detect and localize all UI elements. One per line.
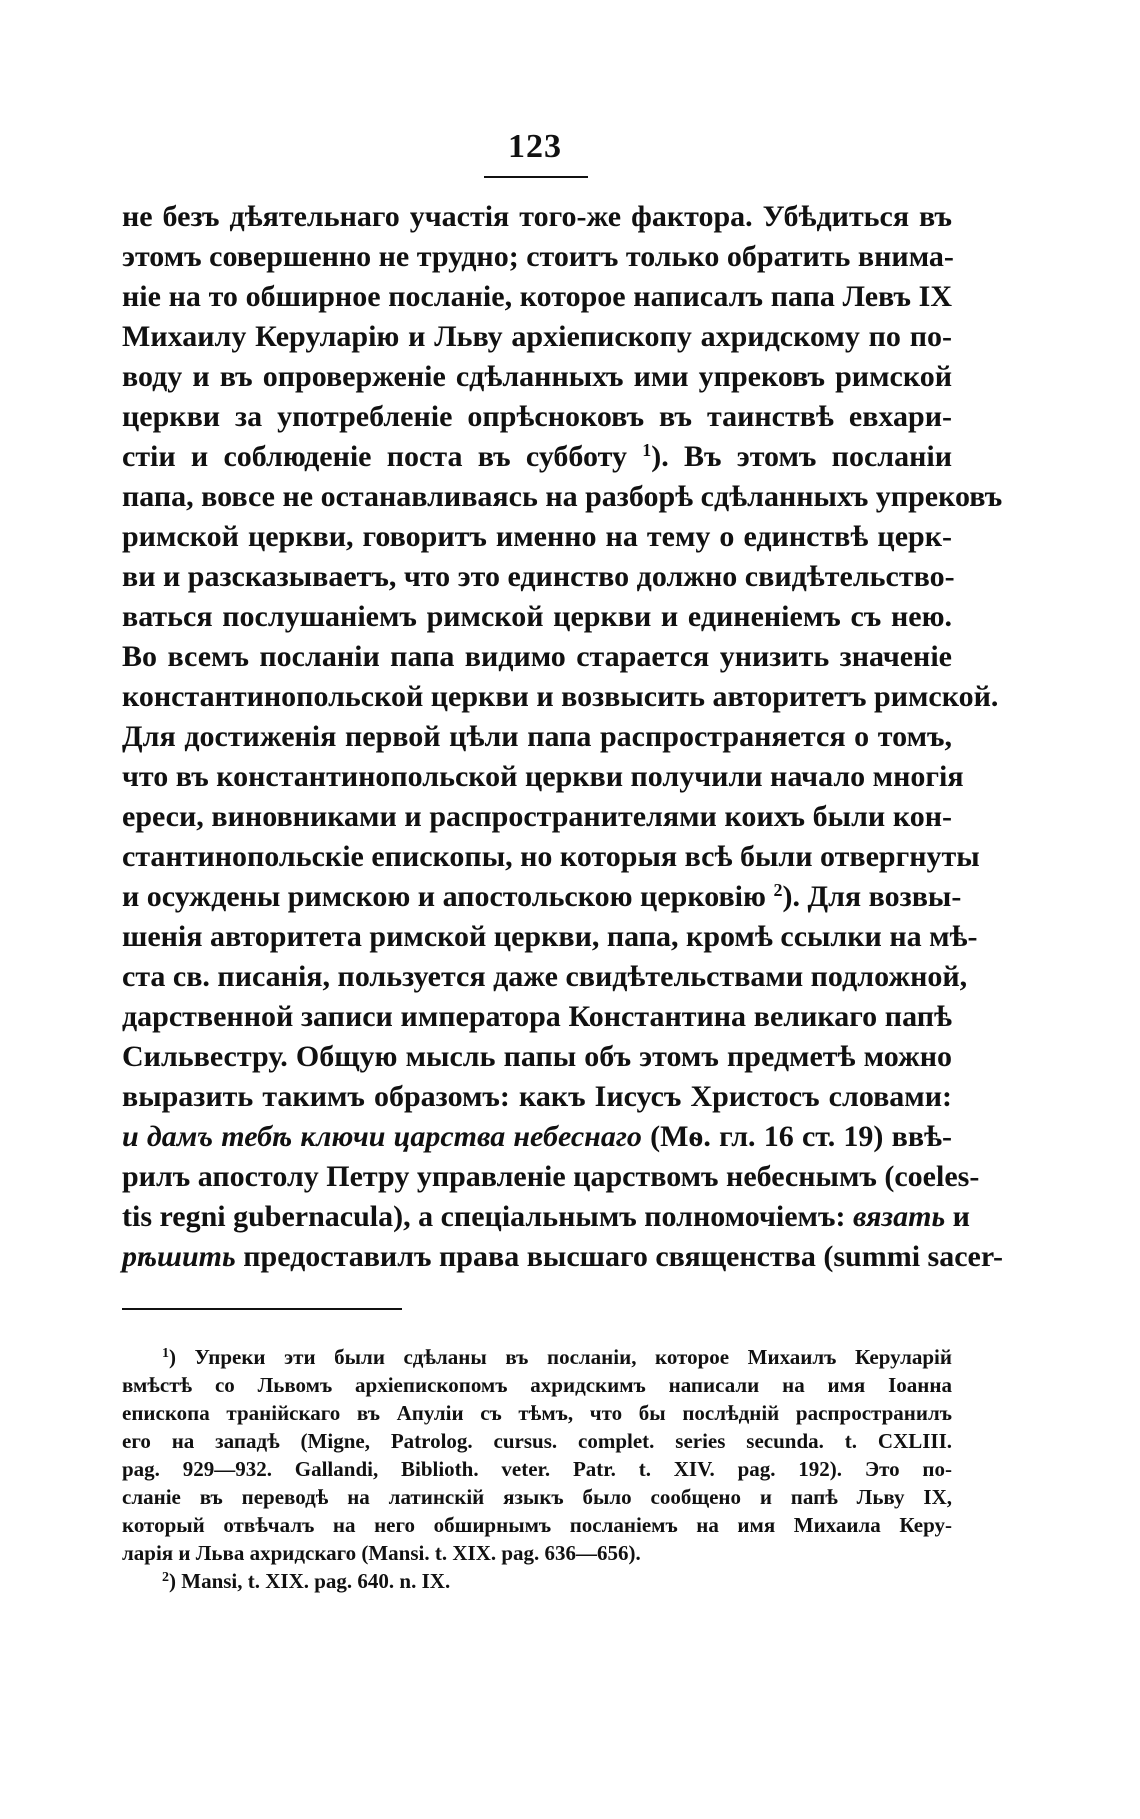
text-line: церкви за употребленіе опрѣсноковъ въ таинствѣ евхари-: [122, 400, 952, 433]
text-line: [122, 437, 952, 477]
footnote-ref-1: 1: [642, 440, 652, 460]
text-segment: ). Для возвы-: [782, 880, 962, 913]
text-segment: (Мѳ. гл. 16 ст. 19) ввѣ-: [650, 1120, 953, 1153]
footnote-text: ) Mansi, t. XIX. pag. 640. n. IX.: [169, 1569, 451, 1593]
italic-quote: и дамъ тебѣ ключи царства небеснаго: [122, 1120, 642, 1153]
italic-term: вязать: [852, 1200, 946, 1233]
text-line: [122, 877, 962, 917]
text-line: [122, 1237, 1004, 1277]
text-line: воду и въ опроверженіе сдѣланныхъ ими упрековъ римской: [122, 360, 952, 393]
body-text: [122, 197, 1004, 1277]
footnote-line: сланіе въ переводѣ на латинскій языкъ было сообщено и папѣ Льву IX,: [122, 1485, 952, 1509]
text-segment: и: [952, 1200, 970, 1233]
footnote-line: который отвѣчалъ на него обширнымъ посланіемъ на имя Михаила Керу-: [122, 1513, 952, 1537]
footnote-marker-2: 2: [162, 1570, 169, 1585]
footnote-line: вмѣстѣ со Львомъ архіепископомъ ахридскимъ написали на имя Іоанна: [122, 1373, 952, 1397]
text-line: ваться послушаніемъ римской церкви и единеніемъ съ нею.: [122, 600, 952, 633]
footnote-line: ларія и Льва ахридскаго (Mansi. t. XIX. pag. 636—656).: [122, 1541, 641, 1565]
footnote-ref-2: 2: [773, 880, 783, 900]
footnotes: [122, 1343, 952, 1595]
footnote-line: епископа транійскаго въ Апуліи съ тѣмъ, что бы послѣдній распространилъ: [122, 1401, 952, 1425]
text-line: этомъ совершенно не трудно; стоитъ только обратить внима-: [122, 240, 954, 273]
text-segment: предоставилъ права высшаго священства (summi sacer-: [243, 1240, 1004, 1273]
footnote-rule: [122, 1308, 402, 1310]
text-segment: tis regni gubernacula), а спеціальнымъ полномочіемъ:: [122, 1200, 846, 1233]
text-line: Михаилу Керуларію и Льву архіепископу ахридскому по по-: [122, 320, 952, 353]
text-line: дарственной записи императора Константина великаго папѣ: [122, 1000, 952, 1033]
text-segment: ). Въ этомъ посланіи: [651, 440, 952, 473]
text-line: шенія авторитета римской церкви, папа, кромѣ ссылки на мѣ-: [122, 920, 978, 953]
footnote-line: его на западѣ (Migne, Patrolog. cursus. complet. series secunda. t. CXLIII.: [122, 1429, 952, 1453]
text-segment: стіи и соблюденіе поста въ субботу: [122, 440, 627, 473]
text-line: ста св. писанія, пользуется даже свидѣтельствами подложной,: [122, 960, 968, 993]
text-line: папа, вовсе не останавливаясь на разборѣ сдѣланныхъ упрековъ: [122, 480, 1003, 513]
text-line: ереси, виновниками и распространителями коихъ были кон-: [122, 800, 952, 833]
text-line: константинопольской церкви и возвысить авторитетъ римской.: [122, 680, 999, 713]
footnote-line: [122, 1567, 952, 1595]
footnote-line: pag. 929—932. Gallandi, Biblioth. veter. Patr. t. XIV. pag. 192). Это по-: [122, 1457, 952, 1481]
text-line: выразить такимъ образомъ: какъ Іисусъ Христосъ словами:: [122, 1080, 952, 1113]
text-line: римской церкви, говоритъ именно на тему о единствѣ церк-: [122, 520, 952, 553]
page-number: 123: [508, 128, 562, 165]
footnote-text: ) Упреки эти были сдѣланы въ посланіи, которое Михаилъ Керуларій: [169, 1345, 952, 1369]
text-line: Во всемъ посланіи папа видимо старается унизить значеніе: [122, 640, 952, 673]
text-line: Сильвестру. Общую мысль папы объ этомъ предметѣ можно: [122, 1040, 952, 1073]
text-segment: и осуждены римскою и апостольскою церковію: [122, 880, 766, 913]
text-line: не безъ дѣятельнаго участія того-же фактора. Убѣдиться въ: [122, 200, 952, 233]
text-line: Для достиженія первой цѣли папа распространяется о томъ,: [122, 720, 952, 753]
page-number-rule: [484, 176, 588, 178]
text-line: стантинопольскіе епископы, но которыя всѣ были отвергнуты: [122, 840, 980, 873]
text-line: [122, 1117, 952, 1157]
text-line: рилъ апостолу Петру управленіе царствомъ небеснымъ (coeles-: [122, 1160, 980, 1193]
italic-term: рѣшить: [122, 1240, 236, 1273]
text-line: ви и разсказываетъ, что это единство должно свидѣтельство-: [122, 560, 955, 593]
text-line: что въ константинопольской церкви получили начало многія: [122, 760, 964, 793]
footnote-marker-1: 1: [162, 1346, 169, 1361]
text-line: [122, 1197, 970, 1237]
text-line: ніе на то обширное посланіе, которое написалъ папа Левъ IX: [122, 280, 952, 313]
footnote-line: [122, 1343, 952, 1371]
